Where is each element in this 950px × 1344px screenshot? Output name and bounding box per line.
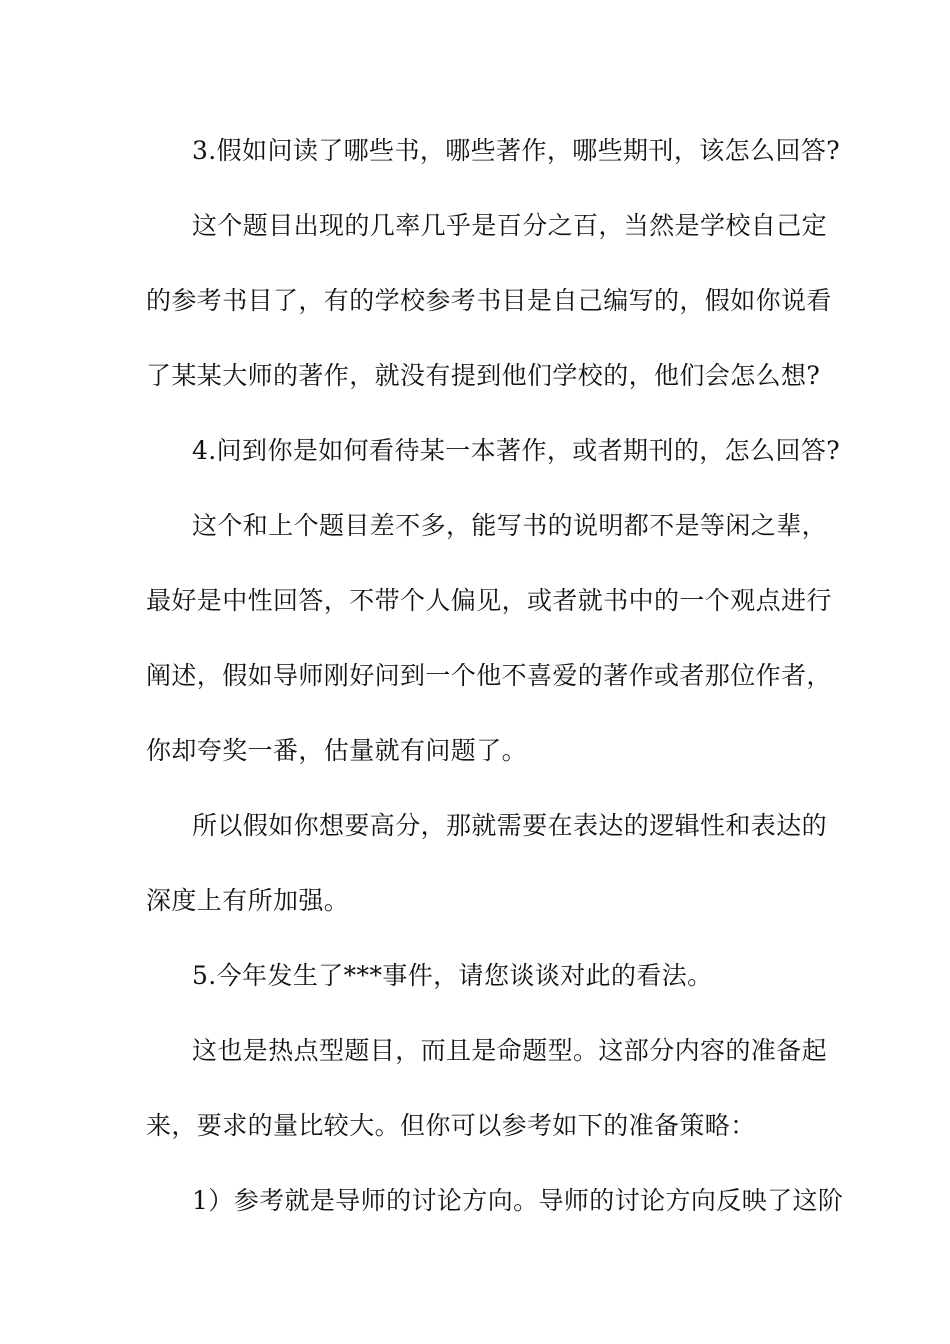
question-4-heading: 4.问到你是如何看待某一本著作，或者期刊的，怎么回答? <box>192 436 841 465</box>
answer-3-line-2: 的参考书目了，有的学校参考书目是自己编写的，假如你说看 <box>146 286 832 315</box>
answer-3-line-1: 这个题目出现的几率几乎是百分之百，当然是学校自己定 <box>192 211 828 240</box>
summary-line-1: 所以假如你想要高分，那就需要在表达的逻辑性和表达的 <box>192 811 828 840</box>
strategy-item-1: 1）参考就是导师的讨论方向。导师的讨论方向反映了这阶 <box>192 1186 844 1215</box>
answer-3-line-3: 了某某大师的著作，就没有提到他们学校的，他们会怎么想? <box>146 361 821 390</box>
question-5-heading: 5.今年发生了***事件，请您谈谈对此的看法。 <box>192 961 713 990</box>
answer-4-line-3: 阐述，假如导师刚好问到一个他不喜爱的著作或者那位作者， <box>146 661 832 690</box>
question-3-heading: 3.假如问读了哪些书，哪些著作，哪些期刊，该怎么回答? <box>192 136 841 165</box>
answer-4-line-2: 最好是中性回答，不带个人偏见，或者就书中的一个观点进行 <box>146 586 832 615</box>
answer-5-line-1: 这也是热点型题目，而且是命题型。这部分内容的准备起 <box>192 1036 828 1065</box>
answer-4-line-4: 你却夸奖一番，估量就有问题了。 <box>146 736 528 765</box>
answer-4-line-1: 这个和上个题目差不多，能写书的说明都不是等闲之辈， <box>192 511 828 540</box>
summary-line-2: 深度上有所加强。 <box>146 886 350 915</box>
answer-5-line-2: 来，要求的量比较大。但你可以参考如下的准备策略： <box>146 1111 756 1140</box>
